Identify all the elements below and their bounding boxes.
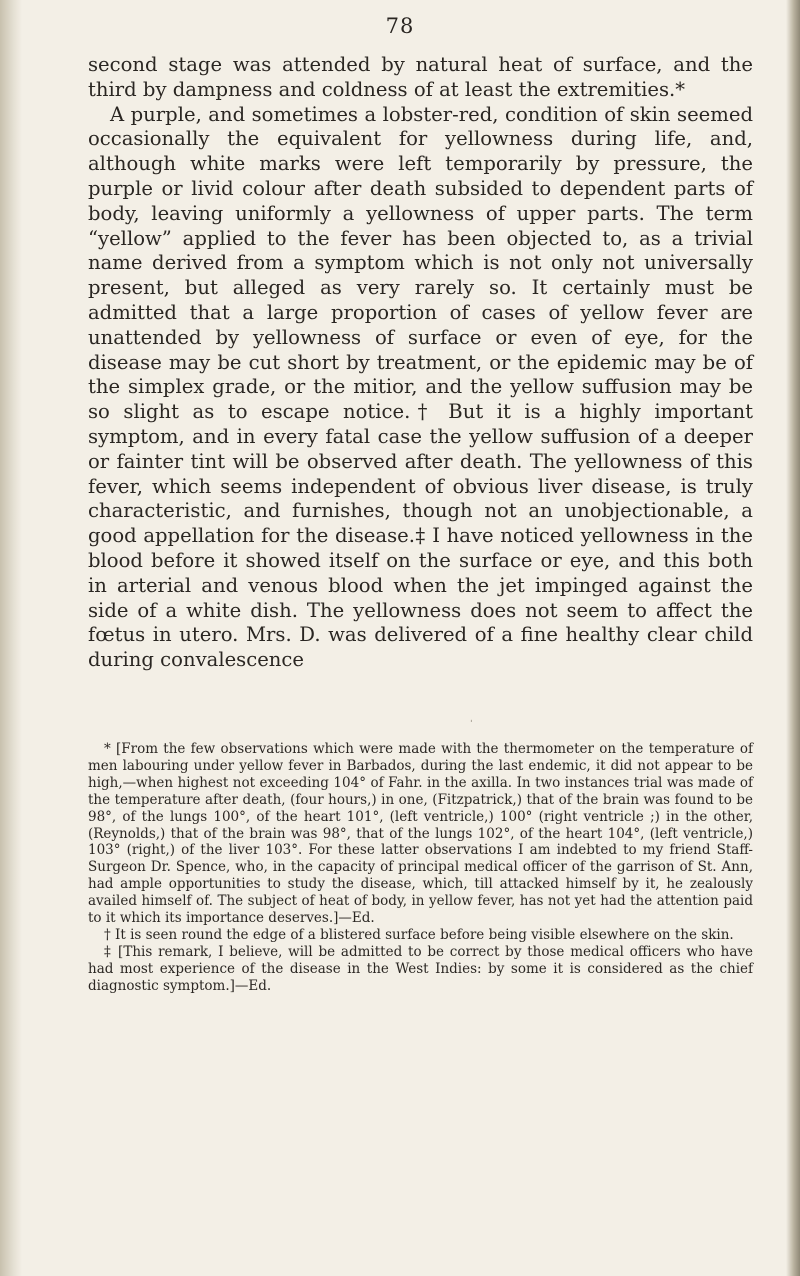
footnote-2: † It is seen round the edge of a blistered surface before being visible elsewhere on the skin. bbox=[104, 926, 734, 943]
footnotes bbox=[88, 741, 753, 995]
page-edge-right bbox=[786, 0, 800, 1276]
paragraph-1: second stage was attended by natural heat of surface, and the third by dampness and coldness of at least the extremities.* bbox=[88, 53, 753, 101]
divider-mark: ˌ bbox=[470, 714, 473, 724]
page-number: 78 bbox=[385, 14, 415, 38]
page-edge-left bbox=[0, 0, 22, 1276]
footnote-1: * [From the few observations which were made with the thermometer on the temperature of men labouring under yellow fever in Barbados, during the last endemic, it did not appear to be high,—when highest not exceeding 104° of Fahr. in the axilla. In two instances trial was made of the temperature after death, (four hours,) in one, (Fitzpatrick,) that of the brain was found to be 98°, of the lungs 100°, of the heart 101°, (left ventricle,) 100° (right ventricle ;) in the other, (Reynolds,) that of the brain was 98°, that of the lungs 102°, of the heart 104°, (left ventricle,) 103° (right,) of the liver 103°. For these latter observations I am indebted to my friend Staff-Surgeon Dr. Spence, who, in the capacity of principal medical officer of the garrison of St. Ann, had ample opportunities to study the disease, which, till attacked himself by it, he zealously availed himself of. The subject of heat of body, in yellow fever, has not yet had the attention paid to it which its importance deserves.]—Ed. bbox=[88, 741, 753, 927]
footnote-3: ‡ [This remark, I believe, will be admitted to be correct by those medical officers who have had most experience of the disease in the West Indies: by some it is considered as the chief diagnostic symptom.]—Ed. bbox=[88, 943, 753, 994]
main-text bbox=[88, 53, 753, 673]
paragraph-2: A purple, and sometimes a lobster-red, condition of skin seemed occasionally the equivalent for yellowness during life, and, although white marks were left temporarily by pressure, the purple or livid colour after death subsided to dependent parts of body, leaving uniformly a yellowness of upper parts. The term “yellow” applied to the fever has been objected to, as a trivial name derived from a symptom which is not only not universally present, but alleged as very rarely so. It certainly must be admitted that a large proportion of cases of yellow fever are unattended by yellowness of surface or even of eye, for the disease may be cut short by treatment, or the epidemic may be of the simplex grade, or the mitior, and the yellow suffusion may be so slight as to escape notice.† But it is a highly important symptom, and in every fatal case the yellow suffusion of a deeper or fainter tint will be observed after death. The yellowness of this fever, which seems independent of obvious liver disease, is truly characteristic, and furnishes, though not an unobjectionable, a good appellation for the disease.‡ I have noticed yellowness in the blood before it showed itself on the surface or eye, and this both in arterial and venous blood when the jet impinged against the side of a white dish. The yellowness does not seem to affect the fœtus in utero. Mrs. D. was delivered of a fine healthy clear child during convalescence bbox=[88, 102, 753, 672]
